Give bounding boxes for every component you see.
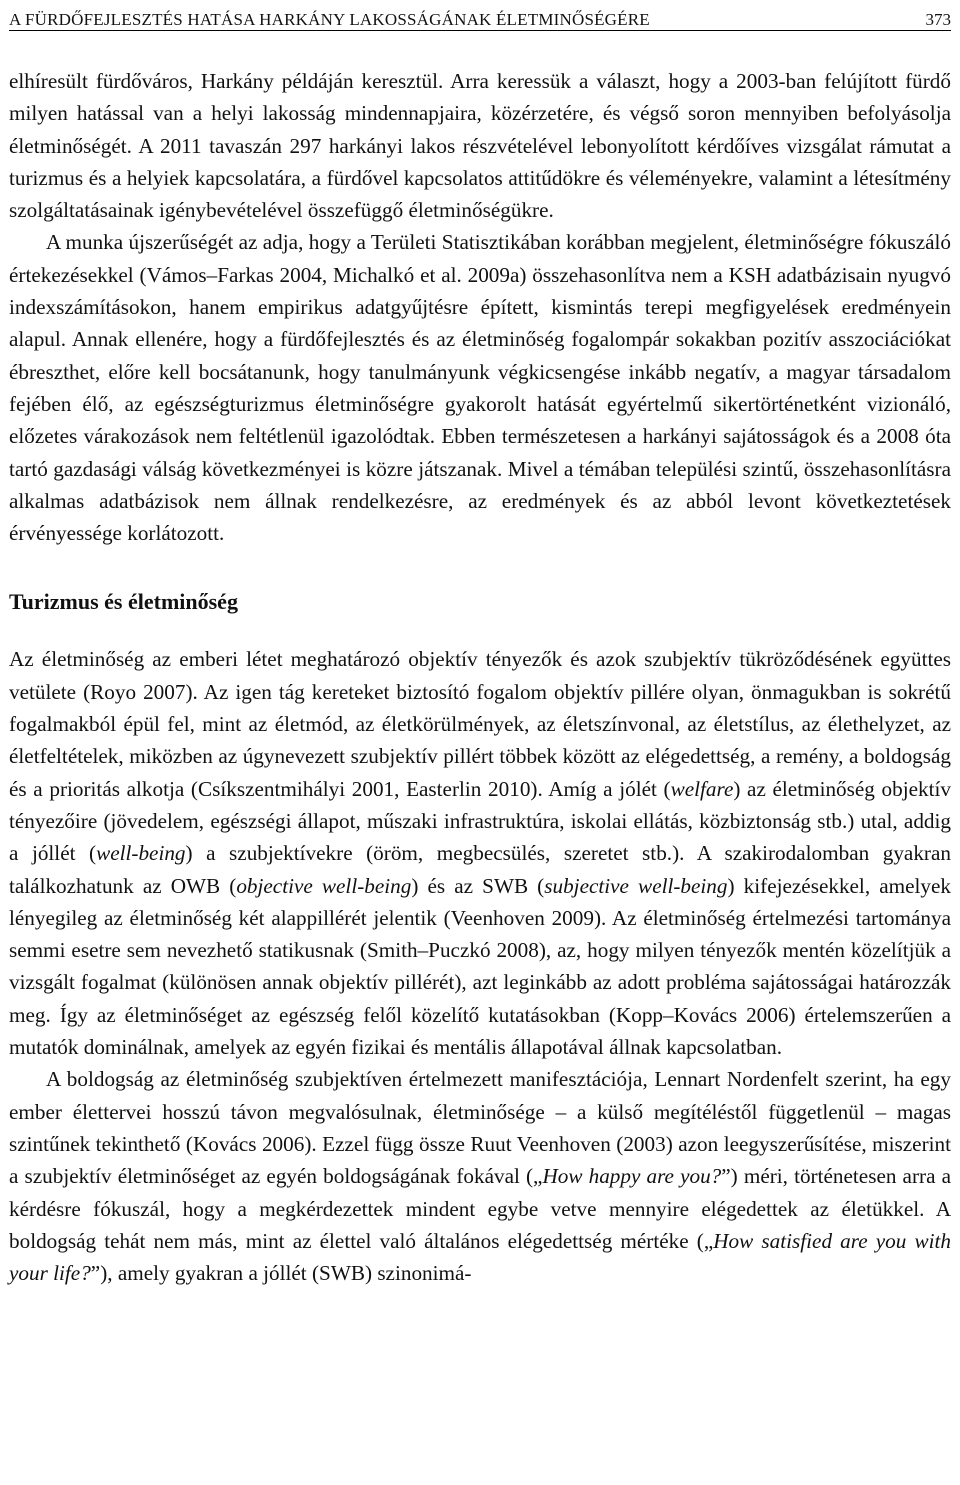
term-owb: objective well-being bbox=[236, 873, 412, 898]
term-swb: subjective well-being bbox=[544, 873, 728, 898]
text-segment: ”), amely gyakran a jóllét (SWB) szinonimá- bbox=[90, 1261, 472, 1286]
paragraph-intro-continued: elhíresült fürdőváros, Harkány példáján keresztül. Arra keressük a választ, hogy a 2003-ban felújított fürdő milyen hatással van a helyi lakosság mindennapjaira, közérzetére, és végső soron mennyiben befolyásolja életminőségét. A 2011 tavaszán 297 harkányi lakos részvételével lebonyolított kérdőíves vizsgálat rámutat a turizmus és a helyiek kapcsolatára, a fürdővel kapcsolatos attitűdökre és véleményekre, valamint a létesítmény szolgáltatásainak igénybevételével összefüggő életminőségükre. bbox=[9, 69, 951, 223]
article-body bbox=[9, 65, 951, 1289]
paragraph-quality-of-life bbox=[9, 643, 951, 1063]
paragraph-happiness bbox=[9, 1063, 951, 1289]
quote-how-happy: How happy are you? bbox=[542, 1164, 722, 1189]
running-title: A FÜRDŐFEJLESZTÉS HATÁSA HARKÁNY LAKOSSÁGÁNAK ÉLETMINŐSÉGÉRE bbox=[9, 10, 650, 29]
running-header bbox=[9, 0, 951, 31]
text-segment: ) az életminőség objektív tényezőire (jövedelem, egészségi állapot, műszaki infrastruktúra, iskolai ellátás, közbiztonság stb.) utal, addig a jóllét ( bbox=[9, 776, 951, 866]
text-segment: A boldogság az életminőség szubjektíven értelmezett manifesztációja, Lennart Nordenfelt szerint, ha egy ember élettervei hosszú távon megvalósulnak, életminősége – a külső megítéléstől függetlenül – magas szintűnek tekinthető (Kovács 2006). Ezzel függ össze Ruut Veenhoven (2003) azon leegyszerűsítése, miszerint a szubjektív életminőséget az egyén boldogságának fokával („ bbox=[9, 1067, 951, 1189]
text-segment: ) kifejezésekkel, amelyek lényegileg az életminőség két alappillérét jelentik (Veenhoven 2009). Az életminőség értelmezési tartománya semmi esetre sem nevezhető statikusnak (Smith–Puczkó 2008), az, hogy milyen tényezők mentén közelítjük a vizsgált fogalmat (különösen annak objektív pillérét), azt leginkább az adott probléma sajátosságai határozzák meg. Így az életminőséget az egészség felől közelítő kutatásokban (Kopp–Kovács 2006) értelemszerűen a mutatók dominálnak, amelyek az egyén fizikai és mentális állapotával állnak kapcsolatban. bbox=[9, 873, 951, 1060]
page-number: 373 bbox=[925, 10, 951, 29]
text-segment: Az életminőség az emberi létet meghatározó objektív tényezők és azok szubjektív tükröződésének együttes vetülete (Royo 2007). Az igen tág kereteket biztosító fogalom objektív pillére olyan, önmagukban is sokrétű fogalmakból épül fel, mint az életmód, az életkörülmények, az életszínvonal, az életstílus, az élethelyzet, az életfeltételek, miközben az úgynevezett szubjektív pillért többek között az elégedettség, a remény, a boldogság és a prioritás alkotja (Csíkszentmihályi 2001, Easterlin 2010). Amíg a jólét ( bbox=[9, 647, 951, 801]
paragraph-novelty: A munka újszerűségét az adja, hogy a Területi Statisztikában korábban megjelent, életminőségre fókuszáló értekezésekkel (Vámos–Farkas 2004, Michalkó et al. 2009a) összehasonlítva nem a KSH adatbázisain nyugvó indexszámításokon, hanem empirikus adatgyűjtésre épített, kismintás terepi megfigyelések eredményein alapul. Annak ellenére, hogy a fürdőfejlesztés és az életminőség fogalompár sokakban pozitív asszociációkat ébreszthet, előre kell bocsátanunk, hogy tanulmányunk végkicsengése inkább negatív, a magyar társadalom fejében élő, az egészségturizmus életminőségre gyakorolt hatását egyértelmű sikertörténetként vizionáló, előzetes várakozások nem feltétlenül igazolódtak. Ebben természetesen a harkányi sajátosságok és a 2008 óta tartó gazdasági válság következményei is közre játszanak. Mivel a témában települési szintű, összehasonlításra alkalmas adatbázisok nem állnak rendelkezésre, az eredmények és az abból levont következtetések érvényessége korlátozott. bbox=[9, 230, 951, 546]
term-welfare: welfare bbox=[670, 776, 734, 801]
text-segment: ) a szubjektívekre (öröm, megbecsülés, szeretet stb.). A szakirodalomban gyakran találkozhatunk az OWB ( bbox=[9, 841, 951, 898]
text-segment: ) és az SWB ( bbox=[411, 873, 545, 898]
text-segment: ”) méri, történetesen arra a kérdésre fókuszál, hogy a megkérdezettek mindent egybe vetve mennyire elégedettek az életükkel. A boldogság tehát nem más, mint az élettel való általános elégedettség mértéke („ bbox=[9, 1164, 951, 1253]
section-heading: Turizmus és életminőség bbox=[9, 589, 238, 615]
term-well-being: well-being bbox=[96, 841, 186, 866]
quote-how-satisfied: How satisfied are you with your life? bbox=[9, 1228, 951, 1286]
